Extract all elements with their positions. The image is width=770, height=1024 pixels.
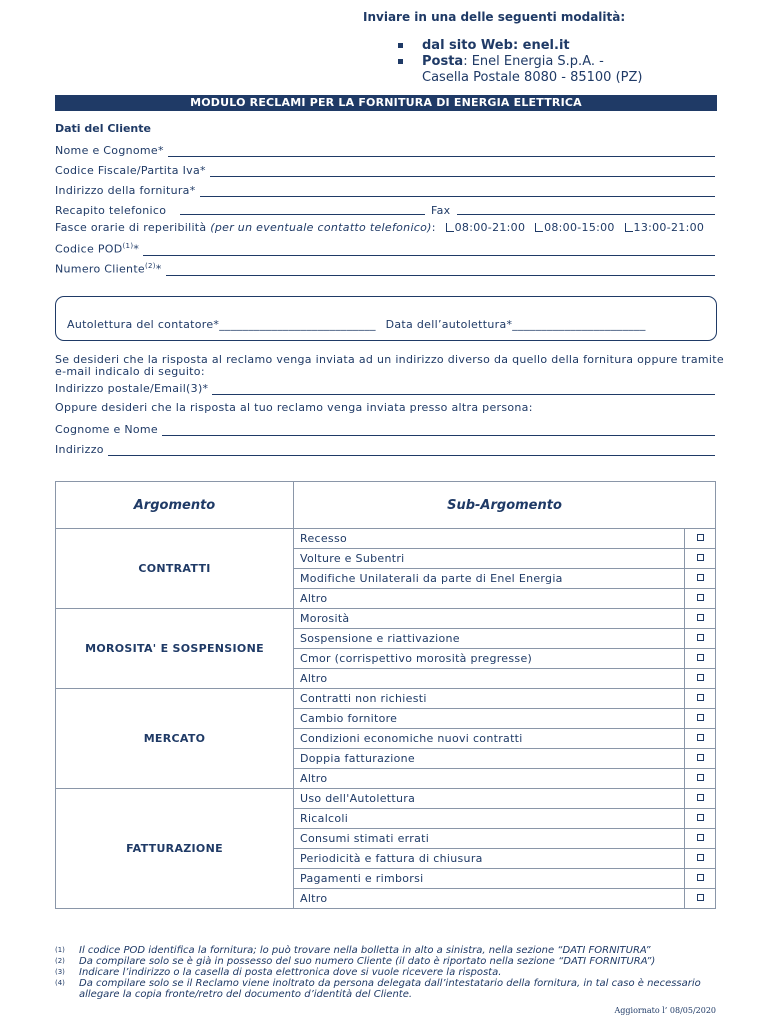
- other-person-name-field[interactable]: [55, 420, 715, 436]
- sub-topic-label: Contratti non richiesti: [294, 689, 685, 709]
- hours-3-label: 13:00-21:00: [633, 221, 705, 234]
- checkbox-icon[interactable]: [697, 694, 704, 701]
- send-methods-list: [398, 38, 642, 86]
- sub-topic-checkbox-cell[interactable]: [685, 789, 716, 809]
- table-row: [56, 529, 716, 549]
- footnote: [55, 978, 725, 1000]
- checkbox-icon[interactable]: [697, 814, 704, 821]
- alternate-address-intro-2: e-mail indicalo di seguito:: [55, 365, 205, 378]
- sub-topic-checkbox-cell[interactable]: [685, 809, 716, 829]
- client-number-required-mark: *: [155, 263, 162, 276]
- checkbox-icon[interactable]: [697, 834, 704, 841]
- pod-code-label: [55, 242, 139, 256]
- sub-topic-checkbox-cell[interactable]: [685, 649, 716, 669]
- fax-line[interactable]: [457, 213, 715, 215]
- sub-topic-checkbox-cell[interactable]: [685, 689, 716, 709]
- bullet-icon: [398, 43, 403, 48]
- checkbox-icon[interactable]: [697, 774, 704, 781]
- sub-topic-checkbox-cell[interactable]: [685, 749, 716, 769]
- sub-topic-label: Modifiche Unilaterali da parte di Enel Energia: [294, 569, 685, 589]
- sub-topic-label: Ricalcoli: [294, 809, 685, 829]
- hours-2-label: 08:00-15:00: [544, 221, 615, 234]
- phone-line[interactable]: [180, 213, 425, 215]
- footnote-number: (1): [55, 946, 65, 954]
- sub-topic-checkbox-cell[interactable]: [685, 709, 716, 729]
- topic-group-name: CONTRATTI: [56, 529, 294, 609]
- updated-date: Aggiornato l’ 08/05/2020: [614, 1006, 716, 1015]
- meter-date-label[interactable]: Data dell’autolettura*_______________________: [385, 318, 646, 331]
- sub-topic-checkbox-cell[interactable]: [685, 829, 716, 849]
- name-field-label: Nome e Cognome*: [55, 144, 164, 157]
- alternate-address-intro-1: Se desideri che la risposta al reclamo venga inviata ad un indirizzo diverso da quello della fornitura oppure tramite: [55, 353, 724, 366]
- tax-code-label: Codice Fiscale/Partita Iva*: [55, 164, 206, 177]
- sub-topic-checkbox-cell[interactable]: [685, 769, 716, 789]
- footnote-number: (2): [55, 957, 65, 965]
- sub-topic-checkbox-cell[interactable]: [685, 569, 716, 589]
- footnote-number: (3): [55, 968, 65, 976]
- hours-note: (per un eventuale contatto telefonico): [210, 221, 432, 234]
- postal-email-field[interactable]: [55, 379, 715, 395]
- client-number-text: Numero Cliente: [55, 263, 146, 276]
- footnote-text: Indicare l’indirizzo o la casella di posta elettronica dove si vuole ricevere la risposta.: [79, 967, 502, 978]
- hours-3-checkbox[interactable]: [625, 223, 633, 232]
- sub-topic-label: Altro: [294, 669, 685, 689]
- pod-footnote-ref: (1): [122, 242, 134, 251]
- topics-header-row: [56, 482, 716, 529]
- footnote: [55, 945, 725, 956]
- checkbox-icon[interactable]: [697, 574, 704, 581]
- post-address: [398, 70, 642, 86]
- footnote-text: Da compilare solo se è già in possesso del suo numero Cliente (il dato è riportato nella sezione “DATI FORNITURA”): [79, 956, 656, 967]
- table-row: [56, 609, 716, 629]
- sub-topic-label: Condizioni economiche nuovi contratti: [294, 729, 685, 749]
- checkbox-icon[interactable]: [697, 594, 704, 601]
- other-person-address-field[interactable]: [55, 440, 715, 456]
- sub-topic-checkbox-cell[interactable]: [685, 869, 716, 889]
- client-number-footnote-ref: (2): [145, 262, 156, 271]
- supply-address-label: Indirizzo della fornitura*: [55, 184, 196, 197]
- topic-group-name: MERCATO: [56, 689, 294, 789]
- hours-1-checkbox[interactable]: [446, 223, 454, 232]
- pod-code-line[interactable]: [143, 243, 715, 256]
- alternate-address-section: [55, 354, 725, 378]
- complaint-topics-table: [55, 481, 716, 909]
- pod-code-text: Codice POD: [55, 243, 123, 256]
- footnote-number: (4): [55, 979, 65, 987]
- sub-topic-label: Morosità: [294, 609, 685, 629]
- bullet-icon: [398, 59, 403, 64]
- footnotes: [55, 945, 725, 1000]
- name-field[interactable]: [55, 141, 715, 157]
- other-person-name-line[interactable]: [162, 423, 715, 436]
- sub-topic-label: Cmor (corrispettivo morosità pregresse): [294, 649, 685, 669]
- sub-topic-label: Consumi stimati errati: [294, 829, 685, 849]
- post-method: [398, 54, 642, 70]
- checkbox-icon[interactable]: [697, 554, 704, 561]
- postal-email-line[interactable]: [212, 382, 715, 395]
- pod-code-field[interactable]: [55, 240, 715, 256]
- web-method: [398, 38, 642, 54]
- checkbox-icon[interactable]: [697, 794, 704, 801]
- table-row: [56, 689, 716, 709]
- post-address-line: Casella Postale 8080 - 85100 (PZ): [422, 70, 643, 85]
- meter-reading-row[interactable]: [67, 318, 646, 331]
- table-row: [56, 789, 716, 809]
- client-number-field[interactable]: [55, 260, 715, 276]
- sub-topic-label: Uso dell'Autolettura: [294, 789, 685, 809]
- postal-email-label: Indirizzo postale/Email(3)*: [55, 382, 209, 395]
- checkbox-icon[interactable]: [697, 734, 704, 741]
- argument-header: Argomento: [56, 482, 294, 529]
- name-field-line[interactable]: [168, 144, 715, 157]
- checkbox-icon[interactable]: [697, 754, 704, 761]
- topics-body: [56, 529, 716, 909]
- other-person-name-label: Cognome e Nome: [55, 423, 158, 436]
- supply-address-field[interactable]: [55, 181, 715, 197]
- hours-1-label: 08:00-21:00: [454, 221, 526, 234]
- other-person-address-line[interactable]: [108, 443, 715, 456]
- topic-group-name: MOROSITA' E SOSPENSIONE: [56, 609, 294, 689]
- sub-topic-checkbox-cell[interactable]: [685, 889, 716, 909]
- checkbox-icon[interactable]: [697, 714, 704, 721]
- send-methods-title: Inviare in una delle seguenti modalità:: [363, 10, 626, 24]
- web-method-value[interactable]: : enel.it: [512, 38, 570, 53]
- hours-label: Fasce orarie di reperibilità: [55, 221, 211, 234]
- client-section-title: Dati del Cliente: [55, 122, 151, 135]
- form-title-bar: MODULO RECLAMI PER LA FORNITURA DI ENERGIA ELETTRICA: [55, 95, 717, 111]
- checkbox-icon[interactable]: [697, 894, 704, 901]
- other-person-address-label: Indirizzo: [55, 443, 104, 456]
- sub-topic-checkbox-cell[interactable]: [685, 669, 716, 689]
- sub-topic-label: Cambio fornitore: [294, 709, 685, 729]
- web-method-label: dal sito Web: [422, 38, 513, 53]
- sub-topic-label: Doppia fatturazione: [294, 749, 685, 769]
- client-number-line[interactable]: [166, 263, 715, 276]
- fax-label: Fax: [431, 204, 451, 217]
- availability-hours-row: [55, 221, 725, 234]
- sub-topic-label: Volture e Subentri: [294, 549, 685, 569]
- sub-topic-label: Periodicità e fattura di chiusura: [294, 849, 685, 869]
- meter-reading-label[interactable]: Autolettura del contatore*___________________________: [67, 318, 376, 331]
- checkbox-icon[interactable]: [697, 634, 704, 641]
- footnote: [55, 967, 725, 978]
- sub-topic-label: Recesso: [294, 529, 685, 549]
- checkbox-icon[interactable]: [697, 874, 704, 881]
- sub-argument-header: Sub-Argomento: [294, 482, 716, 529]
- sub-topic-label: Pagamenti e rimborsi: [294, 869, 685, 889]
- sub-topic-label: Altro: [294, 589, 685, 609]
- hours-colon: :: [431, 221, 436, 234]
- sub-topic-checkbox-cell[interactable]: [685, 589, 716, 609]
- sub-topic-checkbox-cell[interactable]: [685, 609, 716, 629]
- phone-label: Recapito telefonico: [55, 204, 167, 217]
- sub-topic-checkbox-cell[interactable]: [685, 529, 716, 549]
- supply-address-line[interactable]: [200, 184, 715, 197]
- client-number-label: [55, 262, 162, 276]
- footnote-text: Il codice POD identifica la fornitura; lo può trovare nella bolletta in alto a sinistra, nella sezione “DATI FORNITURA”: [79, 945, 651, 956]
- sub-topic-checkbox-cell[interactable]: [685, 549, 716, 569]
- post-method-label: Posta: [422, 54, 464, 69]
- sub-topic-label: Sospensione e riattivazione: [294, 629, 685, 649]
- other-person-intro: Oppure desideri che la risposta al tuo reclamo venga inviata presso altra persona:: [55, 401, 533, 414]
- post-method-value: : Enel Energia S.p.A. -: [463, 54, 604, 69]
- checkbox-icon[interactable]: [697, 674, 704, 681]
- checkbox-icon[interactable]: [697, 654, 704, 661]
- footnote-text: Da compilare solo se il Reclamo viene inoltrato da persona delegata dall’intestatario della fornitura, in tal caso è necessario allegare la copia fronte/retro del documento d’identità del Cliente.: [79, 978, 701, 1000]
- checkbox-icon[interactable]: [697, 534, 704, 541]
- sub-topic-checkbox-cell[interactable]: [685, 629, 716, 649]
- tax-code-field[interactable]: [55, 161, 715, 177]
- sub-topic-checkbox-cell[interactable]: [685, 849, 716, 869]
- sub-topic-label: Altro: [294, 769, 685, 789]
- hours-2-checkbox[interactable]: [535, 223, 543, 232]
- phone-fax-row: [55, 201, 715, 217]
- footnote: [55, 956, 725, 967]
- checkbox-icon[interactable]: [697, 854, 704, 861]
- tax-code-line[interactable]: [210, 164, 715, 177]
- sub-topic-label: Altro: [294, 889, 685, 909]
- pod-required-mark: *: [133, 243, 140, 256]
- topic-group-name: FATTURAZIONE: [56, 789, 294, 909]
- checkbox-icon[interactable]: [697, 614, 704, 621]
- sub-topic-checkbox-cell[interactable]: [685, 729, 716, 749]
